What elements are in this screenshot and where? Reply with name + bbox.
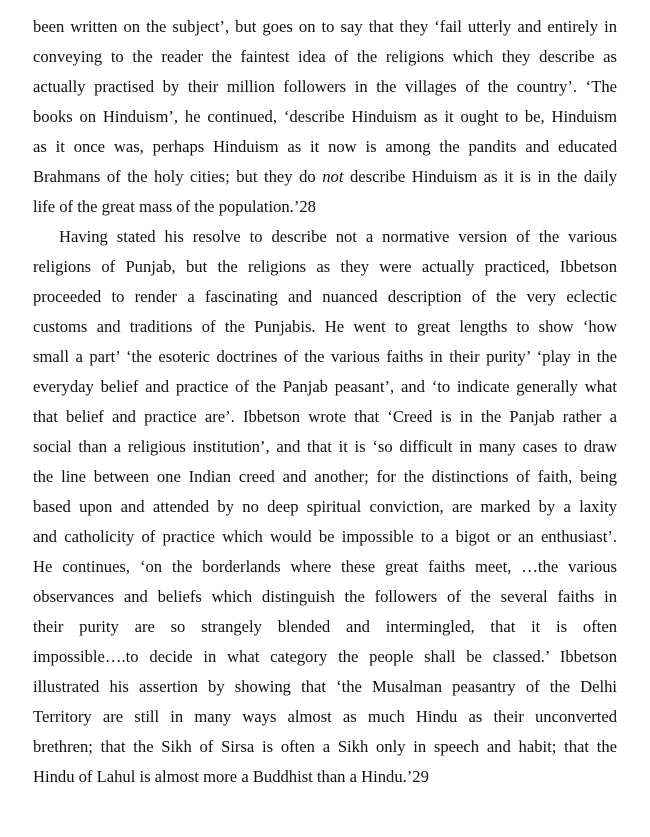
paragraph-1 — [33, 12, 617, 222]
text-line: Hindu of Lahul is almost more a Buddhist than a Hindu.’29 — [33, 767, 429, 786]
text-line: customs and traditions of the Punjabis. He went to great lengths to show ‘how — [33, 317, 617, 336]
text-line: brethren; that the Sikh of Sirsa is often a Sikh only in speech and habit; that the — [33, 737, 617, 756]
text-line: as it once was, perhaps Hinduism as it now is among the pandits and educated — [33, 137, 617, 156]
text-line: social than a religious institution’, and that it is ‘so difficult in many cases to draw — [33, 437, 617, 456]
text-line: He continues, ‘on the borderlands where these great faiths meet, …the various — [33, 557, 617, 576]
text-line: illustrated his assertion by showing that ‘the Musalman peasantry of the Delhi — [33, 677, 617, 696]
text-line: that belief and practice are’. Ibbetson wrote that ‘Creed is in the Panjab rather a — [33, 407, 617, 426]
text-line — [33, 162, 617, 192]
text-line: impossible….to decide in what category the people shall be classed.’ Ibbetson — [33, 647, 617, 666]
text-line: Territory are still in many ways almost as much Hindu as their unconverted — [33, 707, 617, 726]
text-line: their purity are so strangely blended and intermingled, that it is often — [33, 617, 617, 636]
text-line: based upon and attended by no deep spiritual conviction, are marked by a laxity — [33, 497, 617, 516]
text-line: everyday belief and practice of the Panjab peasant’, and ‘to indicate generally what — [33, 377, 617, 396]
document-page — [33, 12, 617, 792]
text-line: actually practised by their million followers in the villages of the country’. ‘The — [33, 77, 617, 96]
text-line: books on Hinduism’, he continued, ‘describe Hinduism as it ought to be, Hinduism — [33, 107, 617, 126]
text-line: life of the great mass of the population.’28 — [33, 197, 316, 216]
text-run: describe Hinduism as it is in the daily — [343, 167, 617, 186]
text-line: proceeded to render a fascinating and nuanced description of the very eclectic — [33, 287, 617, 306]
text-line: small a part’ ‘the esoteric doctrines of the various faiths in their purity’ ‘play in the — [33, 347, 617, 366]
text-line: religions of Punjab, but the religions as they were actually practiced, Ibbetson — [33, 257, 617, 276]
text-line: the line between one Indian creed and another; for the distinctions of faith, being — [33, 467, 617, 486]
text-line: conveying to the reader the faintest idea of the religions which they describe as — [33, 47, 617, 66]
text-run: Brahmans of the holy cities; but they do — [33, 167, 323, 186]
text-line: observances and beliefs which distinguish the followers of the several faiths in — [33, 587, 617, 606]
emphasis-text: not — [322, 167, 344, 186]
paragraph-2 — [33, 222, 617, 792]
text-line: Having stated his resolve to describe not a normative version of the various — [59, 227, 617, 246]
text-line: and catholicity of practice which would be impossible to a bigot or an enthusiast’. — [33, 527, 617, 546]
text-line: been written on the subject’, but goes on to say that they ‘fail utterly and entirely in — [33, 17, 617, 36]
